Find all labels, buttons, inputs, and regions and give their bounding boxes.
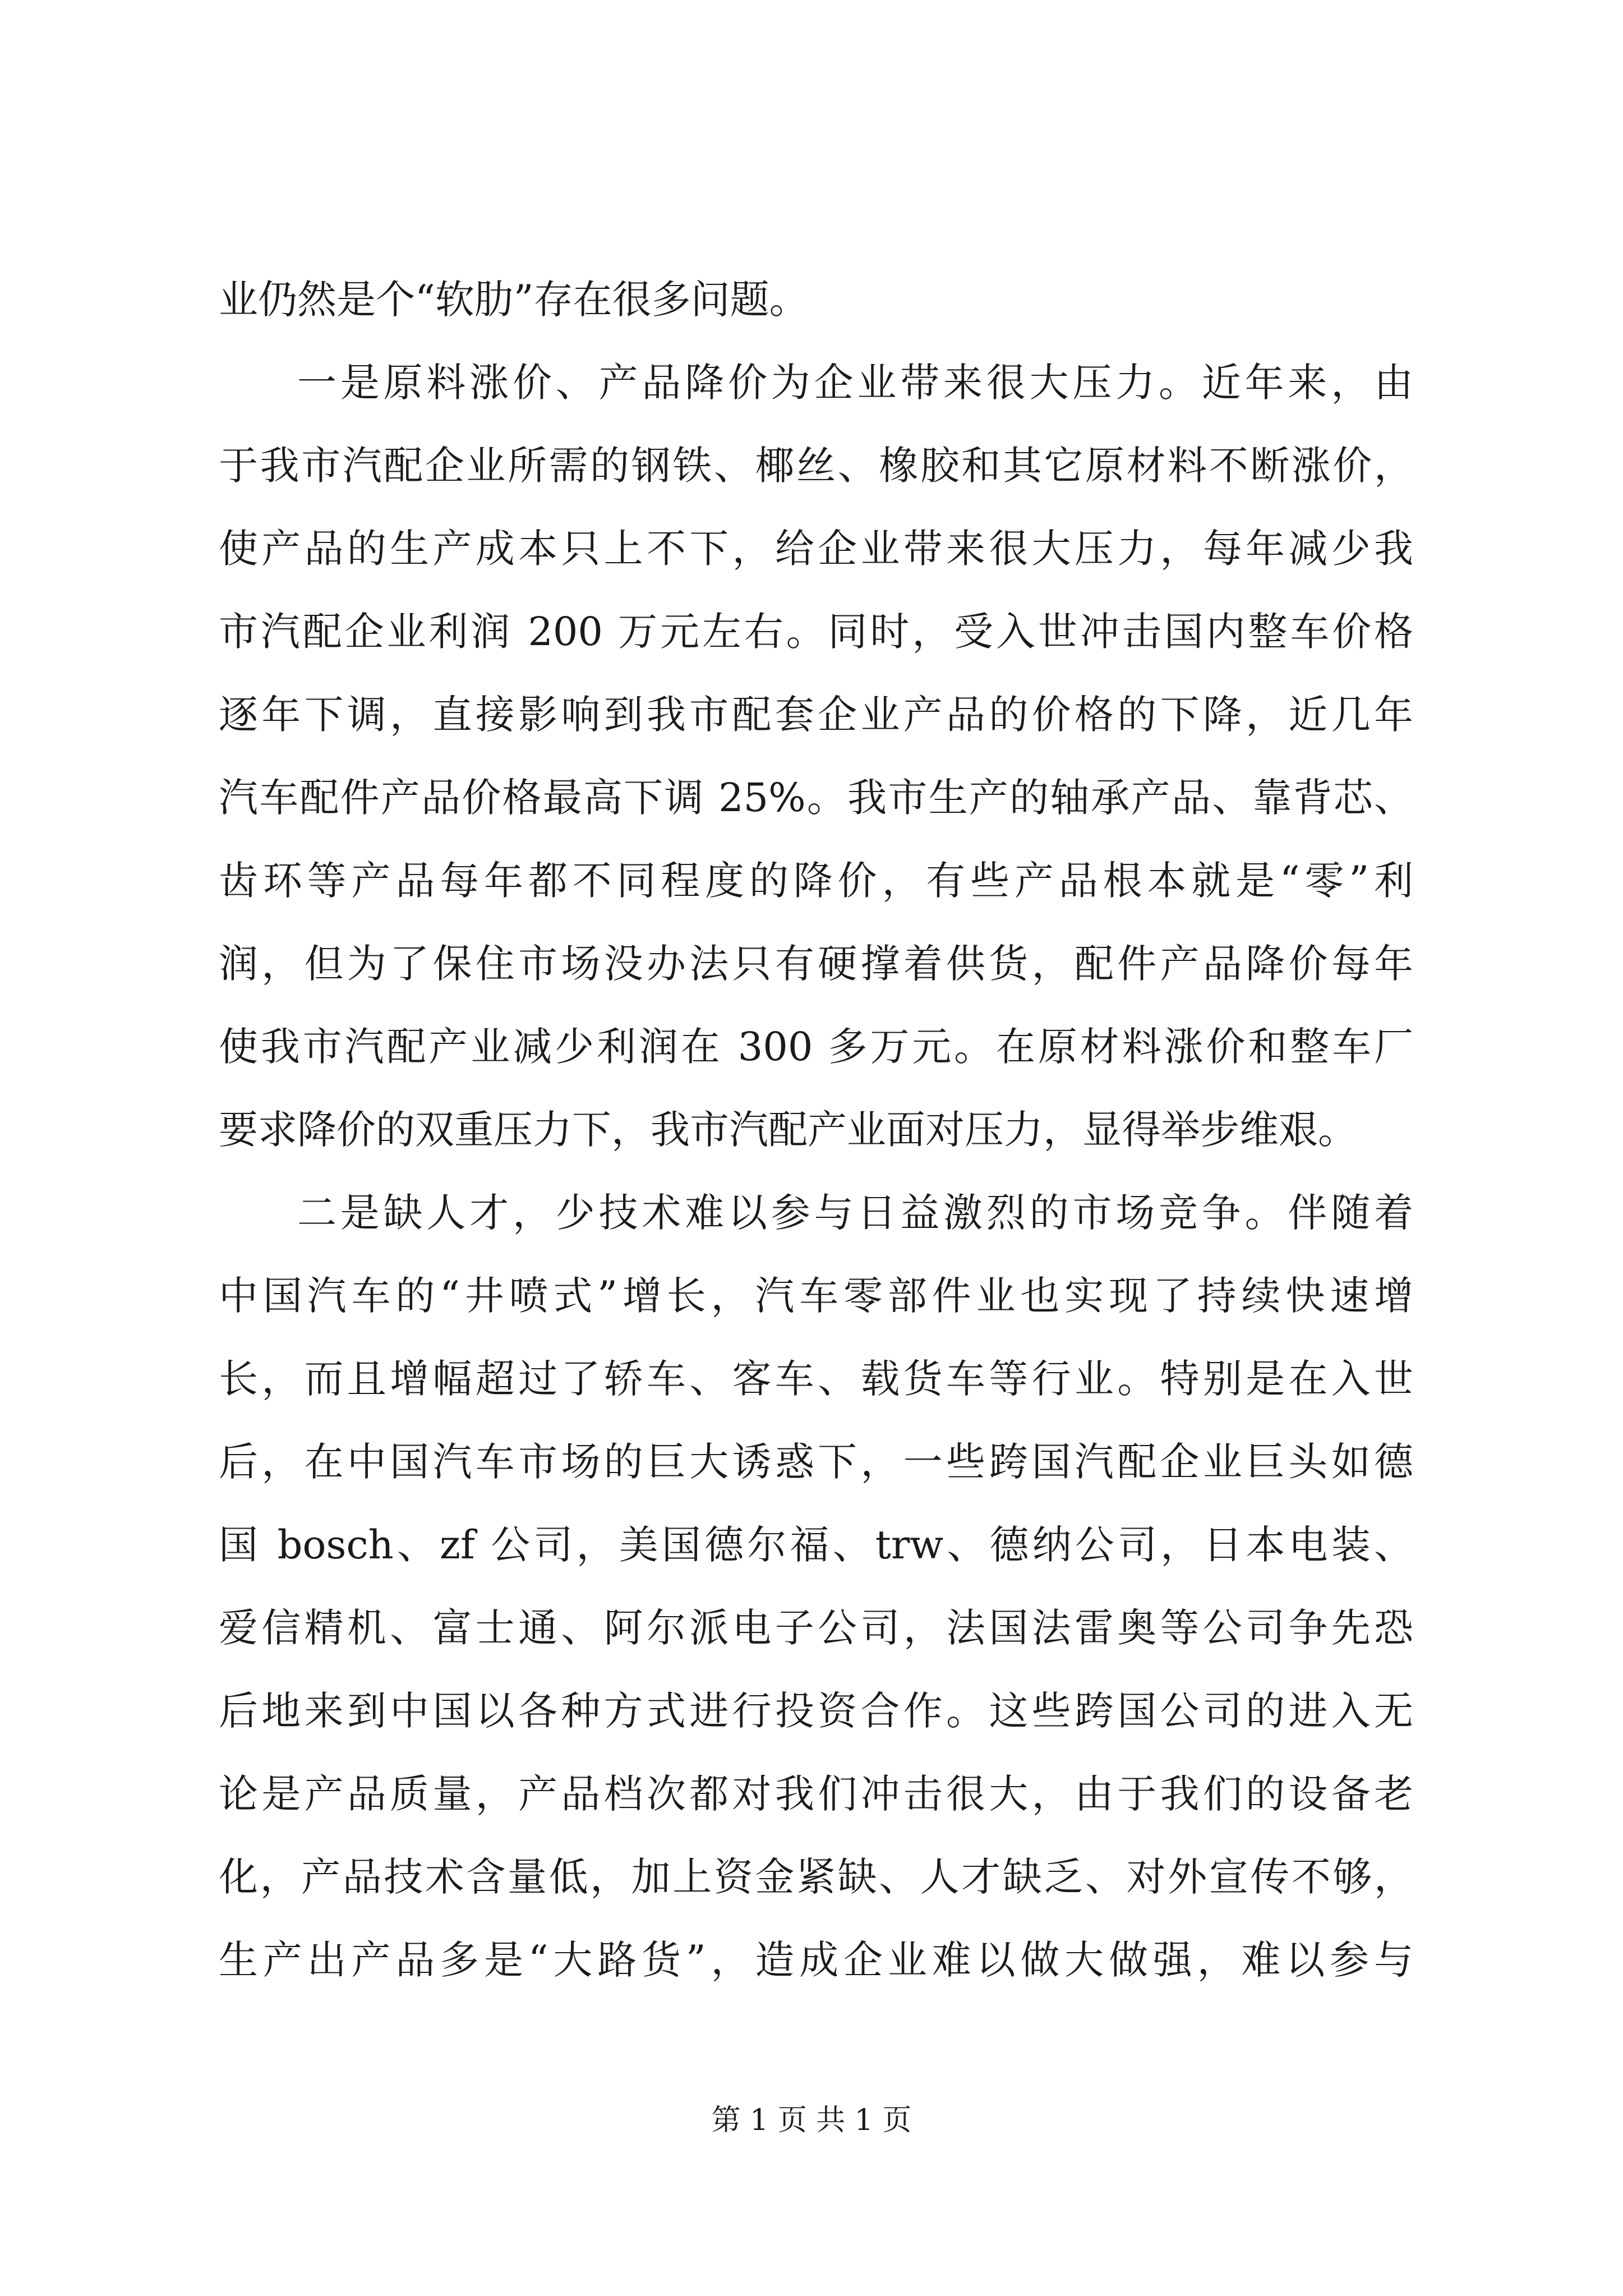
text-line-20: 化，产品技术含量低，加上资金紧缺、人才缺乏、对外宣传不够， xyxy=(219,1854,1413,1900)
text-line-14: 长，而且增幅超过了轿车、客车、载货车等行业。特别是在入世 xyxy=(219,1356,1413,1402)
text-line-19: 论是产品质量，产品档次都对我们冲击很大，由于我们的设备老 xyxy=(219,1771,1413,1817)
page-number-label: 第 1 页 共 1 页 xyxy=(711,2104,912,2137)
text-line-5: 市汽配企业利润 200 万元左右。同时，受入世冲击国内整车价格 xyxy=(219,609,1413,655)
text-line-16: 国 bosch、zf 公司，美国德尔福、trw、德纳公司，日本电装、 xyxy=(219,1522,1413,1568)
text-line-15: 后，在中国汽车市场的巨大诱惑下，一些跨国汽配企业巨头如德 xyxy=(219,1439,1413,1485)
text-line-1: 业仍然是个“软肋”存在很多问题。 xyxy=(219,277,809,323)
text-line-2-paragraph-start: 一是原料涨价、产品降价为企业带来很大压力。近年来，由 xyxy=(297,360,1413,406)
text-line-9: 润，但为了保住市场没办法只有硬撑着供货，配件产品降价每年 xyxy=(219,941,1413,987)
text-line-7: 汽车配件产品价格最高下调 25%。我市生产的轴承产品、靠背芯、 xyxy=(219,775,1413,821)
text-line-6: 逐年下调，直接影响到我市配套企业产品的价格的下降，近几年 xyxy=(219,692,1413,738)
text-line-18: 后地来到中国以各种方式进行投资合作。这些跨国公司的进入无 xyxy=(219,1688,1413,1734)
text-line-11: 要求降价的双重压力下，我市汽配产业面对压力，显得举步维艰。 xyxy=(219,1107,1357,1153)
text-line-21: 生产出产品多是“大路货”，造成企业难以做大做强，难以参与 xyxy=(219,1937,1413,1983)
text-line-17: 爱信精机、富士通、阿尔派电子公司，法国法雷奥等公司争先恐 xyxy=(219,1605,1413,1651)
text-line-8: 齿环等产品每年都不同程度的降价，有些产品根本就是“零”利 xyxy=(219,858,1413,904)
document-body xyxy=(219,258,1413,2001)
page-footer xyxy=(0,2101,1623,2140)
text-line-13: 中国汽车的“井喷式”增长，汽车零部件业也实现了持续快速增 xyxy=(219,1273,1413,1319)
text-line-12-paragraph-start: 二是缺人才，少技术难以参与日益激烈的市场竞争。伴随着 xyxy=(297,1190,1413,1236)
text-line-3: 于我市汽配企业所需的钢铁、椰丝、橡胶和其它原材料不断涨价， xyxy=(219,443,1413,489)
text-line-10: 使我市汽配产业减少利润在 300 多万元。在原材料涨价和整车厂 xyxy=(219,1024,1413,1070)
text-line-4: 使产品的生产成本只上不下，给企业带来很大压力，每年减少我 xyxy=(219,526,1413,572)
